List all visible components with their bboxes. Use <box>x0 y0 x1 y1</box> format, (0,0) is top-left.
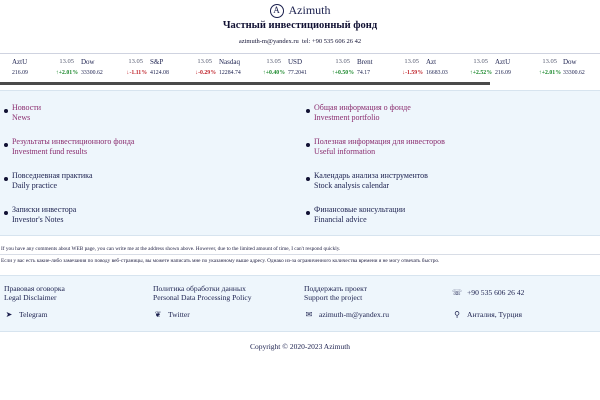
footer-phone[interactable]: +90 535 606 26 42 <box>467 288 525 297</box>
bullet-icon <box>306 143 310 147</box>
support-project-link[interactable] <box>304 284 367 302</box>
ticker-name: Dow <box>563 58 577 66</box>
menu-item-label-en[interactable]: Stock analysis calendar <box>314 181 390 190</box>
ticker-item[interactable] <box>81 54 149 82</box>
ticker-value: 33300.62 <box>81 70 103 76</box>
menu-item-label-ru[interactable]: Новости <box>12 103 42 112</box>
contact-line <box>0 38 600 45</box>
twitter-icon: ❦ <box>154 310 162 319</box>
site-title: Частный инвестиционный фонд <box>222 20 378 31</box>
menu-item-label-en[interactable]: Useful information <box>314 147 376 156</box>
location-info <box>452 310 522 319</box>
azimuth-logo-icon[interactable]: A <box>270 4 284 18</box>
ticker-item[interactable] <box>219 54 287 82</box>
site-header <box>0 0 600 52</box>
ticker-change: ↑+2.01% <box>55 70 78 76</box>
ticker-name: Dow <box>81 58 95 66</box>
ticker-item[interactable] <box>12 54 80 82</box>
notice-ru: Если у вас есть какие-либо замечания по поводу веб-страницы, вы можете написать мне по указанному выше адресу. Однако из-за ограниченного количества времени я не могу отвечать быстро. <box>1 258 440 264</box>
footer-email[interactable]: azimuth-m@yandex.ru <box>319 310 390 319</box>
menu-item-analysis-calendar[interactable] <box>306 171 586 195</box>
ticker-date: 13.05 <box>335 58 350 65</box>
menu-item-useful-information[interactable] <box>306 137 586 161</box>
telegram-label[interactable]: Telegram <box>19 310 48 319</box>
menu-item-label-en[interactable]: Financial advice <box>314 215 367 224</box>
bullet-icon <box>4 109 8 113</box>
menu-item-news[interactable] <box>4 103 284 127</box>
ticker-date: 13.05 <box>128 58 143 65</box>
menu-item-label-en[interactable]: Daily practice <box>12 181 58 190</box>
market-ticker <box>0 53 600 85</box>
menu-item-investor-notes[interactable] <box>4 205 284 229</box>
privacy-policy-en[interactable]: Personal Data Processing Policy <box>153 293 252 302</box>
ticker-item[interactable] <box>288 54 356 82</box>
header-phone[interactable]: +90 535 606 26 42 <box>311 38 362 45</box>
bullet-icon <box>4 143 8 147</box>
ticker-date: 13.05 <box>404 58 419 65</box>
copyright: Copyright © 2020-2023 Azimuth <box>249 342 351 351</box>
brand[interactable] <box>0 3 600 18</box>
email-icon: ✉ <box>305 310 313 319</box>
bullet-icon <box>306 109 310 113</box>
menu-item-investment-portfolio[interactable] <box>306 103 586 127</box>
notice-en: If you have any comments about WEB page, you can write me at the address shown above. However, due to the limited amount of time, I can't respond quickly. <box>1 246 341 252</box>
menu-item-label-en[interactable]: Investor's Notes <box>12 215 64 224</box>
ticker-date: 13.05 <box>266 58 281 65</box>
ticker-date: 13.05 <box>59 58 74 65</box>
ticker-change: ↓-0.29% <box>195 70 216 76</box>
menu-item-label-ru[interactable]: Полезная информация для инвесторов <box>314 137 445 146</box>
menu-item-label-en[interactable]: News <box>12 113 31 122</box>
legal-disclaimer-link[interactable] <box>4 284 65 302</box>
support-project-en[interactable]: Support the project <box>304 293 363 302</box>
bullet-icon <box>4 177 8 181</box>
ticker-name: AztU <box>495 58 511 66</box>
menu-item-label-ru[interactable]: Записки инвестора <box>12 205 77 214</box>
ticker-value: 216.09 <box>12 70 28 76</box>
brand-name[interactable]: Azimuth <box>288 3 331 17</box>
bullet-icon <box>306 177 310 181</box>
menu-item-label-ru[interactable]: Финансовые консультации <box>314 205 406 214</box>
footer-email-link[interactable] <box>304 310 389 319</box>
menu-item-label-ru[interactable]: Повседневная практика <box>12 171 93 180</box>
ticker-change: ↑+2.52% <box>469 70 492 76</box>
ticker-change: ↑+2.01% <box>538 70 561 76</box>
site-footer <box>0 275 600 332</box>
twitter-link[interactable] <box>153 310 190 319</box>
ticker-item[interactable] <box>357 54 425 82</box>
ticker-value: 16683.03 <box>426 70 448 76</box>
menu-item-financial-advice[interactable] <box>306 205 586 229</box>
bullet-icon <box>4 211 8 215</box>
ticker-item[interactable] <box>563 54 600 82</box>
location-label: Анталия, Турция <box>467 310 523 319</box>
menu-item-label-en[interactable]: Investment fund results <box>12 147 88 156</box>
ticker-item[interactable] <box>150 54 218 82</box>
ticker-name: Brent <box>357 58 373 66</box>
ticker-date: 13.05 <box>542 58 557 65</box>
location-pin-icon: ⚲ <box>454 310 460 319</box>
ticker-name: USD <box>288 58 303 66</box>
ticker-value: 12284.74 <box>219 70 241 76</box>
legal-disclaimer-en[interactable]: Legal Disclaimer <box>4 293 57 302</box>
menu-item-label-ru[interactable]: Результаты инвестиционного фонда <box>12 137 135 146</box>
ticker-change: ↓-1.59% <box>402 70 423 76</box>
footer-phone-link[interactable] <box>452 288 524 297</box>
support-project-ru[interactable]: Поддержать проект <box>304 284 368 293</box>
ticker-item[interactable] <box>426 54 494 82</box>
menu-item-fund-results[interactable] <box>4 137 284 161</box>
privacy-policy-link[interactable] <box>153 284 252 302</box>
menu-item-label-en[interactable]: Investment portfolio <box>314 113 380 122</box>
ticker-value: 33300.62 <box>563 70 585 76</box>
menu-item-label-ru[interactable]: Общая информация о фонде <box>314 103 411 112</box>
ticker-name: Nasdaq <box>219 58 240 66</box>
ticker-date: 13.05 <box>473 58 488 65</box>
ticker-name: AztU <box>12 58 28 66</box>
ticker-change: ↓-1.11% <box>126 70 147 76</box>
ticker-date: 13.05 <box>197 58 212 65</box>
notice-divider <box>0 254 600 255</box>
ticker-value: 74.17 <box>357 70 371 76</box>
ticker-value: 4124.08 <box>150 70 169 76</box>
ticker-name: S&P <box>150 58 164 66</box>
legal-disclaimer-ru[interactable]: Правовая оговорка <box>4 284 65 293</box>
menu-item-label-ru[interactable]: Календарь анализа инструментов <box>314 171 428 180</box>
ticker-name: Azt <box>426 58 437 66</box>
ticker-value: 77.2041 <box>288 70 307 76</box>
privacy-policy-ru[interactable]: Политика обработки данных <box>153 284 246 293</box>
ticker-item[interactable] <box>495 54 563 82</box>
telegram-icon: ➤ <box>5 310 13 319</box>
ticker-change: ↑+0.50% <box>331 70 354 76</box>
phone-icon: ☏ <box>452 288 463 297</box>
header-tel-label: tel: <box>302 38 311 45</box>
main-menu <box>0 90 600 236</box>
menu-item-daily-practice[interactable] <box>4 171 284 195</box>
telegram-link[interactable] <box>4 310 48 319</box>
header-email-link[interactable]: azimuth-m@yandex.ru <box>238 38 299 45</box>
ticker-scroll-bar <box>0 82 490 85</box>
twitter-label[interactable]: Twitter <box>168 310 190 319</box>
ticker-change: ↑+0.40% <box>262 70 285 76</box>
bullet-icon <box>306 211 310 215</box>
ticker-value: 216.09 <box>495 70 511 76</box>
